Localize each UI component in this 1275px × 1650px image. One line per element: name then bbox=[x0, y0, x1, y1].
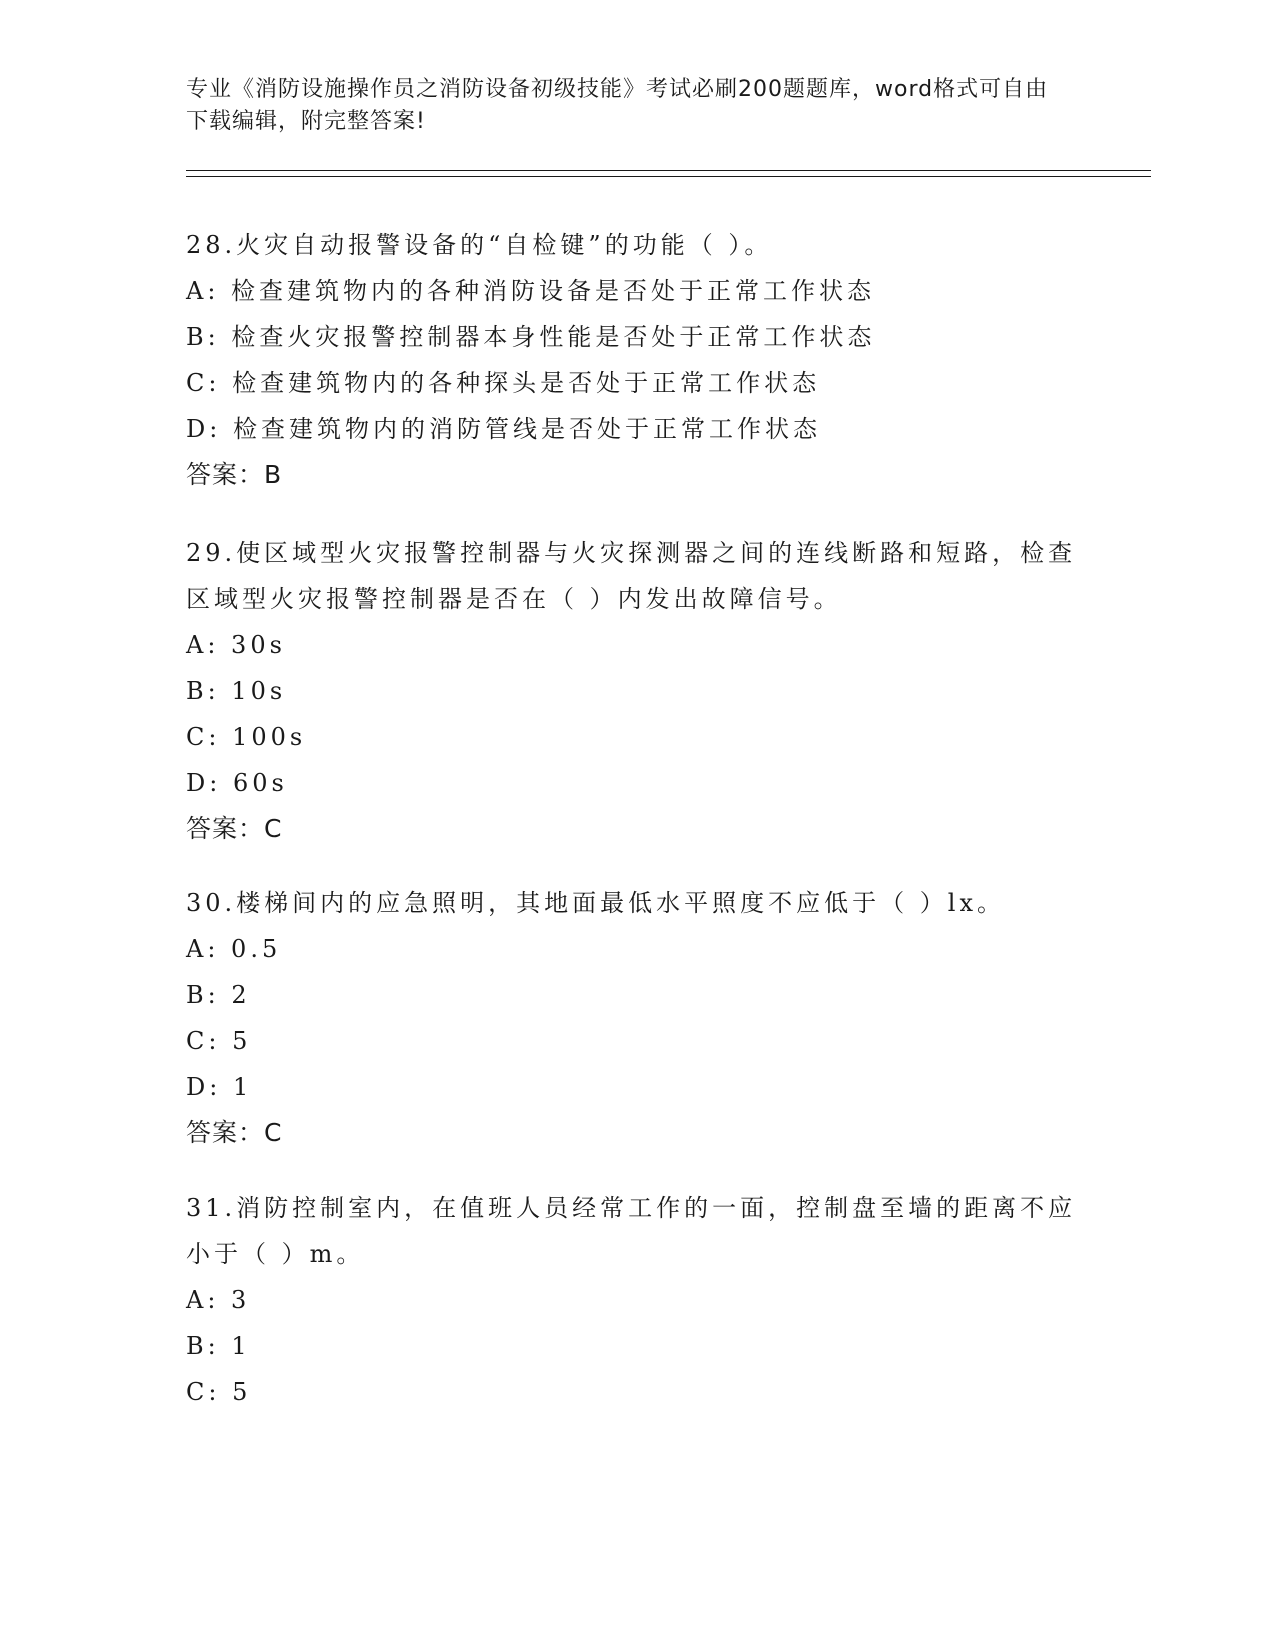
option-a: A: 0.5 bbox=[186, 935, 282, 963]
question-28 bbox=[186, 222, 1086, 498]
question-stem: 31.消防控制室内，在值班人员经常工作的一面，控制盘至墙的距离不应小于（ ）m。 bbox=[186, 1194, 1077, 1268]
option-b: B: 2 bbox=[186, 981, 251, 1009]
answer: 答案：C bbox=[186, 814, 283, 843]
question-stem: 29.使区域型火灾报警控制器与火灾探测器之间的连线断路和短路，检查区域型火灾报警控制器是否在（ ）内发出故障信号。 bbox=[186, 539, 1077, 613]
header-divider-top bbox=[186, 170, 1151, 171]
question-31 bbox=[186, 1185, 1086, 1415]
question-29 bbox=[186, 530, 1086, 852]
answer: 答案：C bbox=[186, 1118, 283, 1147]
option-a: A: 检查建筑物内的各种消防设备是否处于正常工作状态 bbox=[186, 277, 876, 305]
option-b: B: 1 bbox=[186, 1332, 251, 1360]
option-d: D: 60s bbox=[186, 769, 288, 797]
option-b: B: 10s bbox=[186, 677, 287, 705]
header-divider-bottom bbox=[186, 176, 1151, 177]
answer: 答案：B bbox=[186, 460, 283, 489]
question-30 bbox=[186, 880, 1086, 1156]
question-stem: 28.火灾自动报警设备的“自检键”的功能（ ）。 bbox=[186, 231, 773, 259]
option-c: C: 5 bbox=[186, 1378, 252, 1406]
option-d: D: 1 bbox=[186, 1073, 253, 1101]
option-a: A: 30s bbox=[186, 631, 286, 659]
option-b: B: 检查火灾报警控制器本身性能是否处于正常工作状态 bbox=[186, 323, 876, 351]
document-header: 专业《消防设施操作员之消防设备初级技能》考试必刷200题题库，word格式可自由下载编辑，附完整答案! bbox=[186, 77, 1049, 134]
option-c: C: 5 bbox=[186, 1027, 252, 1055]
question-stem: 30.楼梯间内的应急照明，其地面最低水平照度不应低于（ ）lx。 bbox=[186, 889, 1006, 917]
option-c: C: 检查建筑物内的各种探头是否处于正常工作状态 bbox=[186, 369, 821, 397]
option-d: D: 检查建筑物内的消防管线是否处于正常工作状态 bbox=[186, 415, 821, 443]
option-a: A: 3 bbox=[186, 1286, 251, 1314]
option-c: C: 100s bbox=[186, 723, 307, 751]
